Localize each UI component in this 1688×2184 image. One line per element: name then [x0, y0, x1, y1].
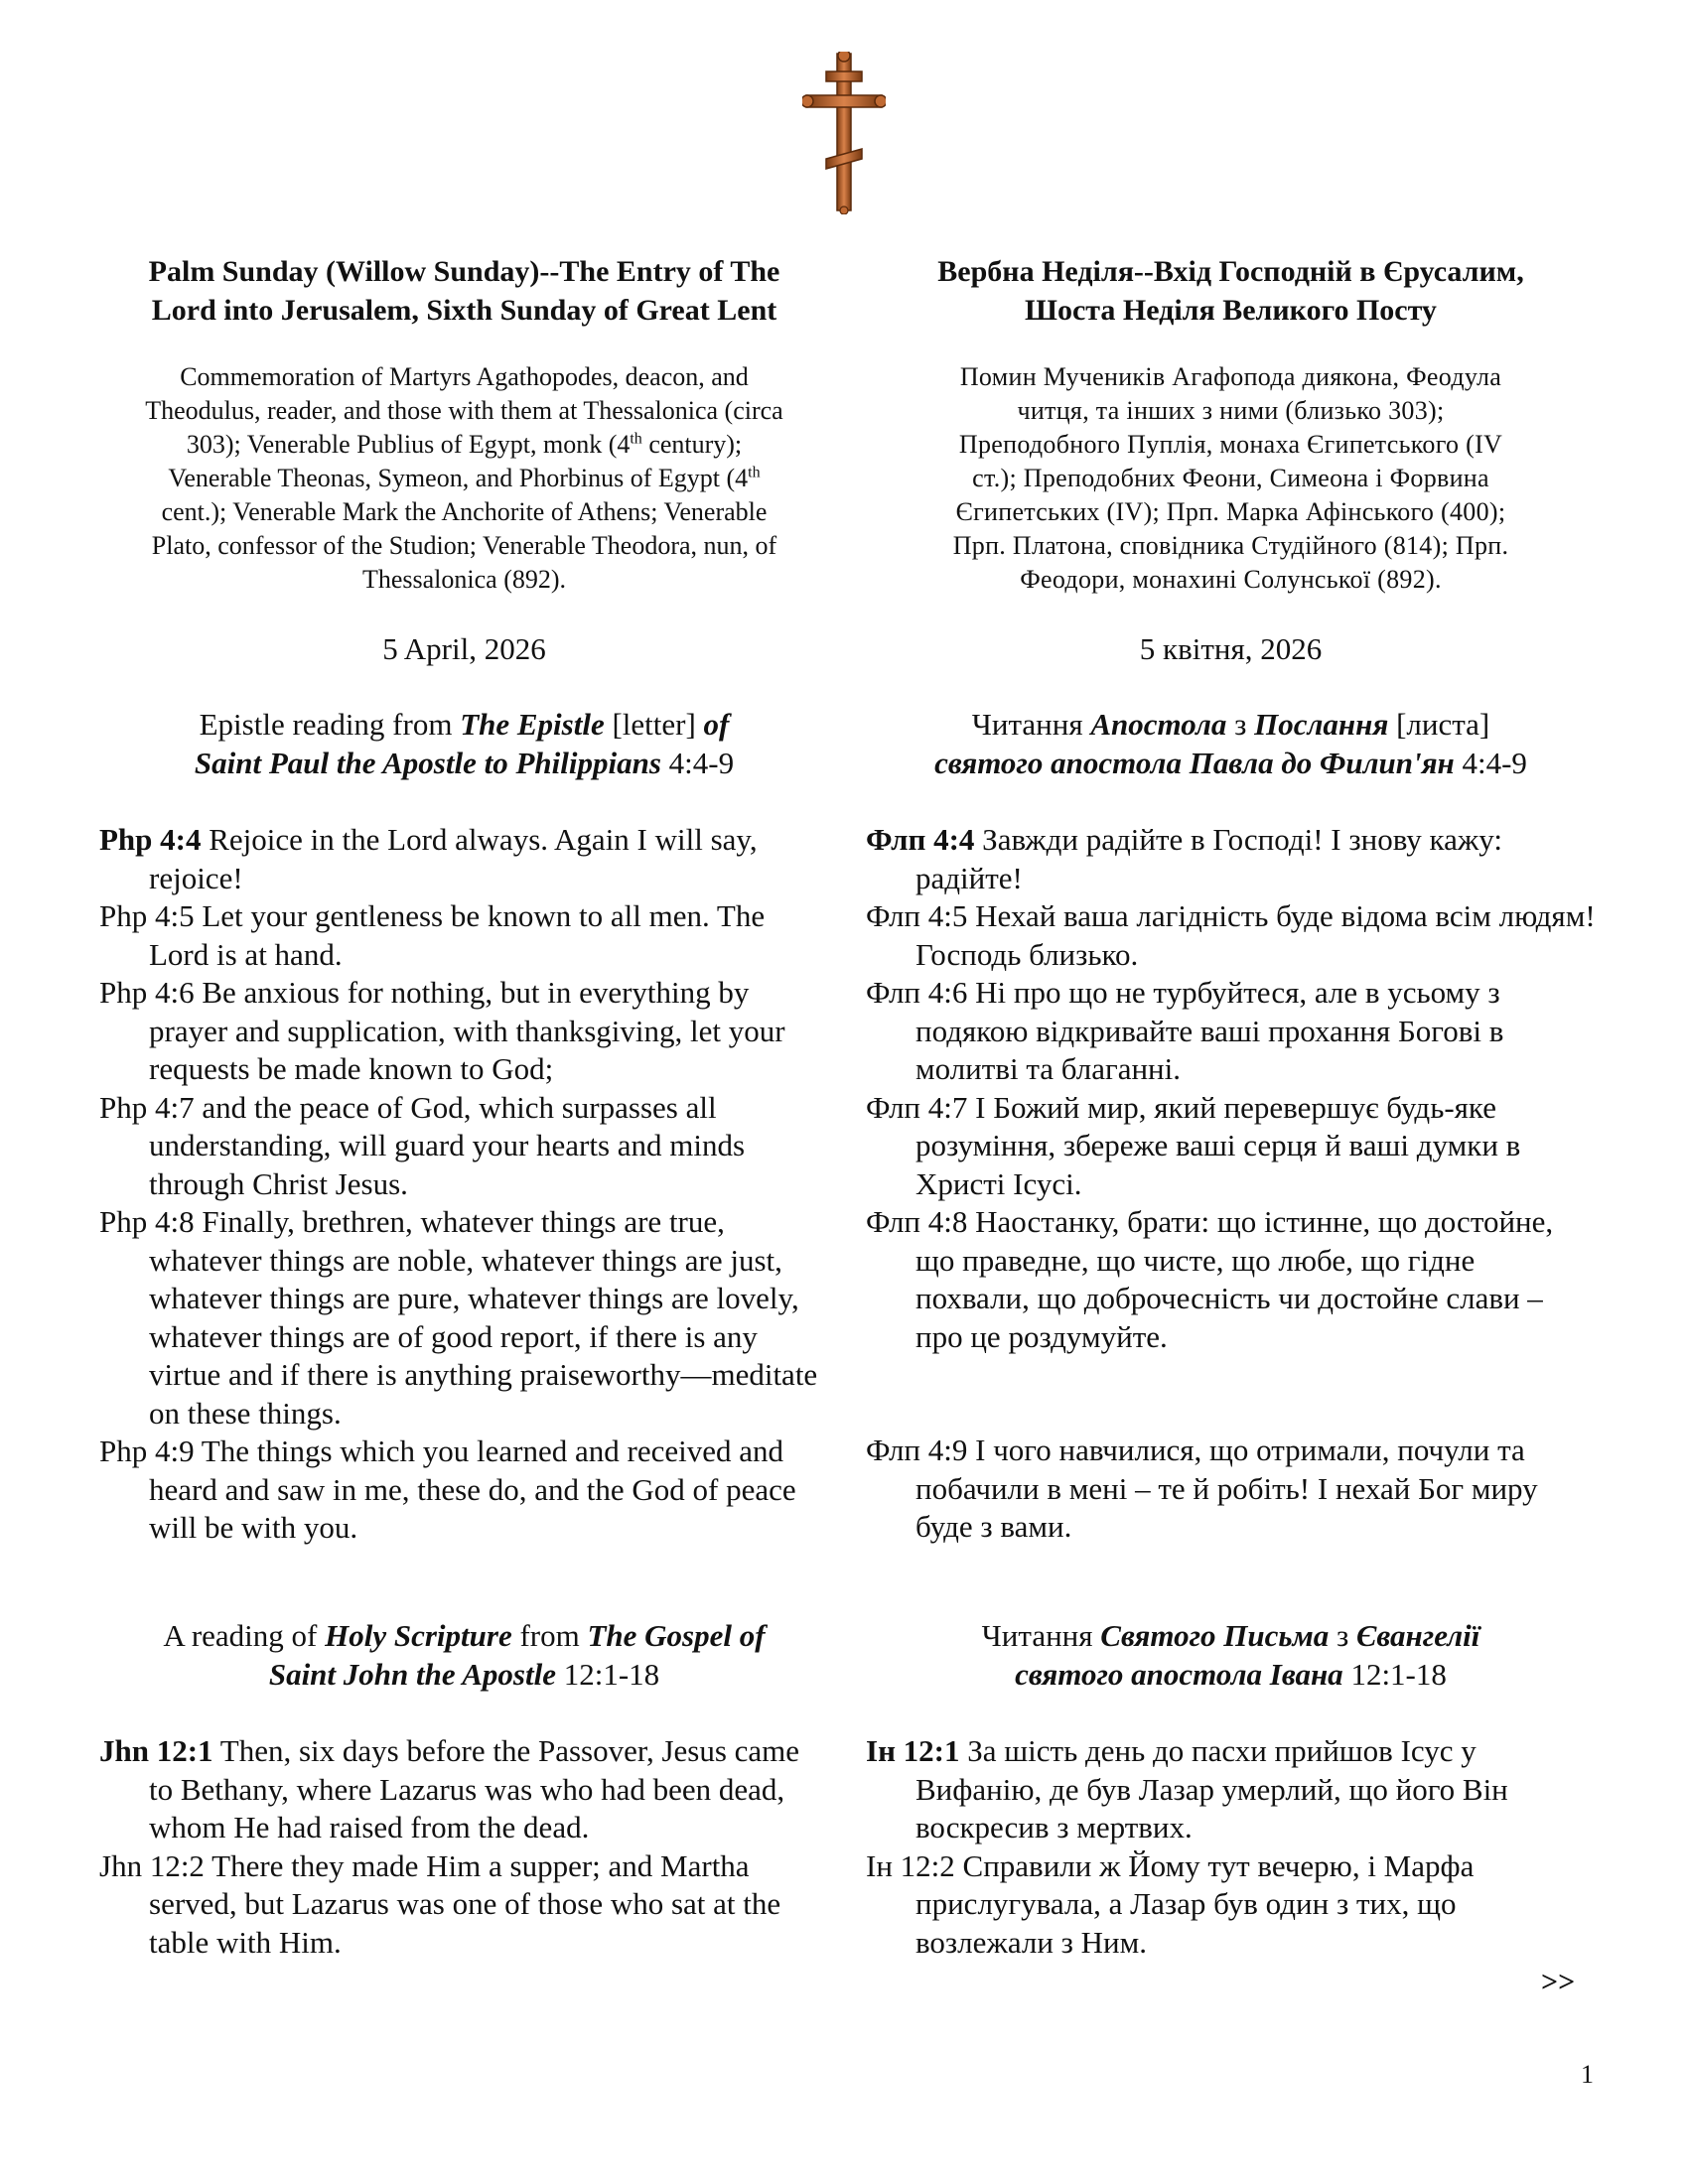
- verse: Флп 4:5 Нехай ваша лагідність буде відома всім людям! Господь близько.: [866, 898, 1596, 972]
- verse: Флп 4:8 Наостанку, брати: що істинне, що достойне, що праведне, що чисте, що любе, що гідне похвали, що доброчесність чи достойне слави – про це роздумуйте.: [866, 1204, 1554, 1354]
- comm-line: cent.); Venerable Mark the Anchorite of Athens; Venerable: [161, 497, 768, 526]
- english-date: 5 April, 2026: [382, 631, 546, 666]
- verse: Ін 12:1 За шість день до пасхи прийшов Ісус у Вифанію, де був Лазар умерлий, що його Він воскресив з мертвих.: [866, 1733, 1508, 1844]
- verse: Php 4:5 Let your gentleness be known to all men. The Lord is at hand.: [99, 898, 766, 972]
- ukrainian-gospel-heading: Читання Святого Письма з Євангелії святого апостола Івана 12:1-18: [981, 1618, 1480, 1692]
- verse: Php 4:7 and the peace of God, which surpasses all understanding, will guard your hearts and minds through Christ Jesus.: [99, 1089, 746, 1201]
- title-line: Lord into Jerusalem, Sixth Sunday of Great Lent: [151, 294, 777, 327]
- ukrainian-epistle-heading: Читання Апостола з Послання [листа] святого апостола Павла до Филип'ян 4:4-9: [934, 707, 1527, 780]
- english-gospel-heading: A reading of Holy Scripture from The Gospel of Saint John the Apostle 12:1-18: [163, 1618, 766, 1692]
- title-line: Palm Sunday (Willow Sunday)--The Entry of The: [148, 255, 780, 288]
- verse: Флп 4:4 Завжди радійте в Господі! І знову кажу: радійте!: [866, 822, 1503, 895]
- comm-line: Помин Мучеників Агафопода диякона, Феодула: [959, 362, 1502, 391]
- english-commemoration: [99, 360, 829, 597]
- ukrainian-date: 5 квітня, 2026: [1139, 631, 1323, 666]
- comm-line: Commemoration of Martyrs Agathopodes, deacon, and: [180, 362, 749, 391]
- comm-line: Plato, confessor of the Studion; Venerable Theodora, nun, of: [151, 531, 777, 560]
- comm-line: Theodulus, reader, and those with them at Thessalonica (circa: [145, 396, 783, 425]
- english-gospel-verses: [99, 1732, 829, 1962]
- verse: Флп 4:6 Ні про що не турбуйтеся, але в усьому з подякою відкривайте ваші прохання Богові в молитві та благанні.: [866, 975, 1504, 1086]
- comm-line: Прп. Платона, сповідника Студійного (814); Прп.: [952, 531, 1509, 560]
- page-number: 1: [1581, 2060, 1594, 2089]
- verse: Ін 12:2 Справили ж Йому тут вечерю, і Марфа прислугувала, а Лазар був один з тих, що возлежали з Ним.: [866, 1847, 1475, 1960]
- comm-line: 303); Venerable Publius of Egypt, monk (4th century);: [186, 430, 743, 459]
- verse: Jhn 12:1 Then, six days before the Passover, Jesus came to Bethany, where Lazarus was who had been dead, whom He had raised from the dead.: [99, 1733, 800, 1844]
- verse: Jhn 12:2 There they made Him a supper; and Martha served, but Lazarus was one of those who sat at the table with Him.: [99, 1847, 781, 1960]
- verse: Php 4:9 The things which you learned and received and heard and saw in me, these do, and the God of peace will be with you.: [99, 1433, 796, 1545]
- comm-line: Єгипетських (IV); Прп. Марка Афінського (400);: [955, 497, 1506, 526]
- comm-line: Venerable Theonas, Symeon, and Phorbinus of Egypt (4th: [168, 464, 761, 492]
- title-line: Вербна Неділя--Вхід Господній в Єрусалим,: [937, 255, 1524, 288]
- comm-line: Феодори, монахині Солунської (892).: [1020, 565, 1442, 594]
- verse: Флп 4:9 І чого навчилися, що отримали, почули та побачили в мені – те й робіть! І нехай Бог миру буде з вами.: [866, 1433, 1538, 1544]
- english-epistle-verses: [99, 821, 829, 1548]
- ukrainian-commemoration: [866, 360, 1596, 597]
- ukrainian-gospel-verses: [866, 1732, 1596, 1962]
- continue-marker: >>: [1541, 1966, 1576, 1998]
- english-title: [99, 252, 829, 330]
- comm-line: Преподобного Пуплія, монаха Єгипетського (IV: [958, 430, 1503, 459]
- verse: Флп 4:7 І Божий мир, який перевершує будь-яке розуміння, збереже ваші серця й ваші думки в Христі Ісусі.: [866, 1089, 1521, 1201]
- verse: Php 4:8 Finally, brethren, whatever things are true, whatever things are noble, whatever things are just, whatever things are pure, whatever things are lovely, whatever things are of good report, if there is any virtue and if there is anything praiseworthy—meditate on these things.: [99, 1204, 818, 1431]
- orthodox-cross-icon: [802, 52, 886, 214]
- ukrainian-title: [866, 252, 1596, 330]
- comm-line: читця, та інших з ними (близько 303);: [1017, 396, 1445, 425]
- english-epistle-heading: Epistle reading from The Epistle [letter] of Saint Paul the Apostle to Philippians 4:4-9: [194, 707, 735, 780]
- title-line: Шоста Неділя Великого Посту: [1025, 294, 1437, 327]
- comm-line: Thessalonica (892).: [361, 565, 567, 594]
- ukrainian-epistle-verses: [866, 821, 1596, 1356]
- verse: Php 4:4 Rejoice in the Lord always. Again I will say, rejoice!: [99, 822, 758, 895]
- ukrainian-epistle-verse-9: [866, 1432, 1596, 1547]
- comm-line: ст.); Преподобних Феони, Симеона і Форвина: [972, 464, 1489, 492]
- verse: Php 4:6 Be anxious for nothing, but in everything by prayer and supplication, with thanksgiving, let your requests be made known to God;: [99, 975, 785, 1086]
